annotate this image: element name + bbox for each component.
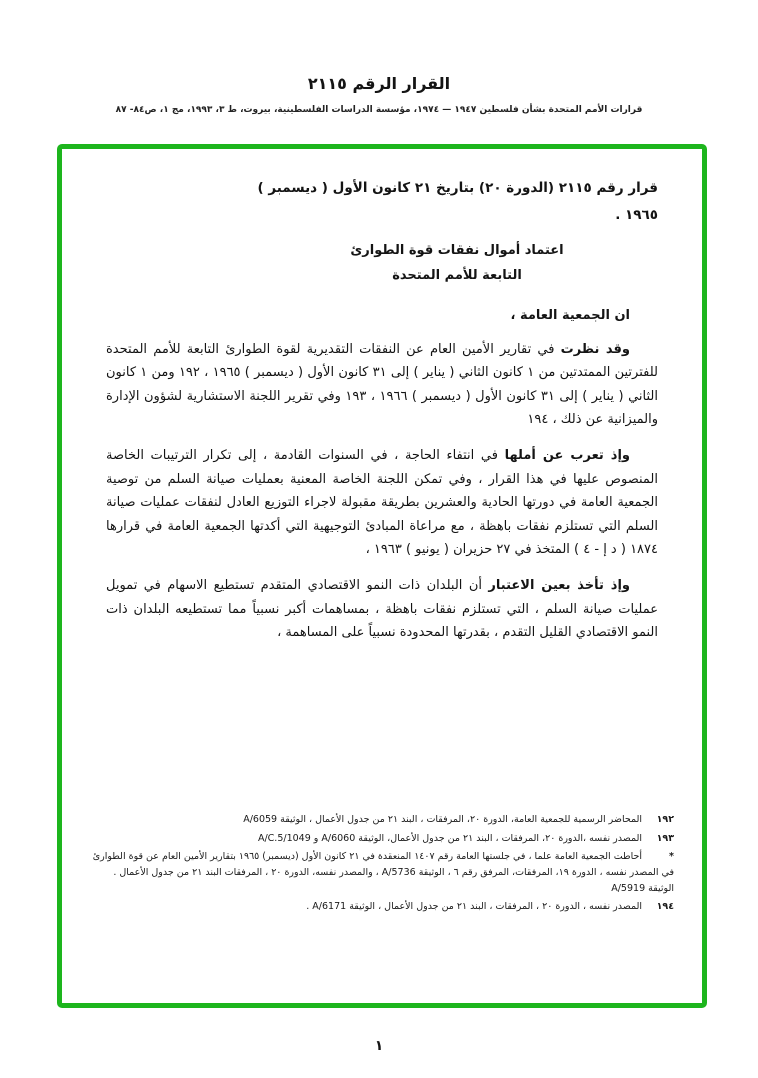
resolution-body [62,149,702,644]
footnote-194-number: ١٩٤ [656,901,674,913]
page-header [0,0,758,115]
paragraph-1-text: في تقارير الأمين العام عن النفقات التقديرية لقوة الطوارئ التابعة للأمم المتحدة للفترتين الممتدتين من ١ كانون الثاني ( يناير ) إلى ٣١ كانون الأول ( ديسمبر ) ١٩٦٥ ، ١٩٢ ومن ١ كانون الثاني ( يناير ) إلى ٣١ كانون الأول ( ديسمبر ) ١٩٦٦ ، ١٩٣ وفي تقرير اللجنة الاستشارية لشؤون الإدارة والميزانية عن ذلك ، ١٩٤ [106,341,658,427]
subtitle-line2: التابعة للأمم المتحدة [392,267,522,283]
page-number: ١ [374,1038,384,1054]
subtitle-line1: اعتماد أموال نفقات قوة الطوارئ [350,243,564,258]
paragraph-1 [106,338,658,432]
paragraph-2 [106,444,658,561]
footnote-193-number: ١٩٣ [656,832,674,844]
source-citation: قرارات الأمم المتحدة بشأن فلسطين ١٩٤٧ — ١٩٧٤، مؤسسة الدراسات الفلسطينية، بيروت، ط ٣، ١٩٩٣، مج ١، ص٨٤- ٨٧ [115,105,643,115]
footnote-192-number: ١٩٢ [656,813,674,825]
footnote-193-text: المصدر نفسه ،الدورة ٢٠، المرفقات ، البند ٢١ من جدول الأعمال، الوثيقة A/6060 و A/C.5/1049 [257,832,642,844]
paragraph-3-text: أن البلدان ذات النمو الاقتصادي المتقدم تستطيع الاسهام في تمويل عمليات صيانة السلم ، التي تستلزم نفقات باهظة ، بمساهمات أكبر نسبياً مما تستطيعه البلدان ذات النمو الاقتصادي القليل التقدم ، بقدرتها المحدودة نسبياً على المساهمة ، [106,578,658,641]
opening-clause: ان الجمعية العامة ، [510,308,630,324]
paragraph-3-lead: وإذ تأخذ بعين الاعتبار [488,578,630,594]
paragraph-2-text: في انتفاء الحاجة ، في السنوات القادمة ، إلى تكرار الترتيبات الخاصة المنصوص عليها في هذا القرار ، وفي تمكن اللجنة الخاصة المعنية بعمليات صيانة السلم من توصية الجمعية العامة في دورتها الحادية والعشرين بطريقة مقبولة لاجراء التوزيع العادل لنفقات عمليات صيانة السلم التي تستلزم نفقات باهظة ، مع مراعاة المبادئ التوجيهية التي أكدتها الجمعية العامة في قرارها ١٨٧٤ ( د إ - ٤ ) المتخذ في ٢٧ حزيران ( يونيو ) ١٩٦٣ ، [106,448,658,557]
resolution-title: القرار الرقم ٢١١٥ [307,74,451,93]
footnote-192-text: المحاضر الرسمية للجمعية العامة، الدورة ٢٠، المرفقات ، البند ٢١ من جدول الأعمال ، الوثيقة A/6059 [243,813,642,825]
footnote-192 [88,812,674,828]
footnote-194 [88,899,674,915]
green-frame-box [57,144,707,1008]
paragraph-1-lead: وقد نظرت [560,341,630,357]
footnote-asterisk-text: أحاطت الجمعية العامة علما ، في جلستها العامة رقم ١٤٠٧ المنعقدة في ٢١ كانون الأول (ديسمبر) ١٩٦٥ بتقارير الأمين العام عن قوة الطوارئ في المصدر نفسه ، الدورة ١٩، المرفقات، المرفق رقم ٦ ، الوثيقة A/5736 ، والمصدر نفسه، الدورة ٢٠ ، المرفقات البند ٢١ من جدول الأعمال . الوثيقة A/5919 [92,851,674,894]
resolution-subtitle [256,239,658,288]
paragraph-2-lead: وإذ تعرب عن أملها [504,448,630,464]
paragraph-3 [106,574,658,644]
resolution-heading-line1: قرار رقم ٢١١٥ (الدورة ٢٠) بتاريخ ٢١ كانون الأول ( ديسمبر ) [257,180,658,196]
resolution-heading-line2: ١٩٦٥ . [615,207,658,223]
footnote-asterisk-marker: * [669,851,674,863]
footnotes-section [88,809,674,915]
footnote-193 [88,831,674,847]
footnote-asterisk [88,849,674,896]
footnote-194-text: المصدر نفسه ، الدورة ٢٠ ، المرفقات ، البند ٢١ من جدول الأعمال ، الوثيقة A/6171 . [306,901,642,913]
